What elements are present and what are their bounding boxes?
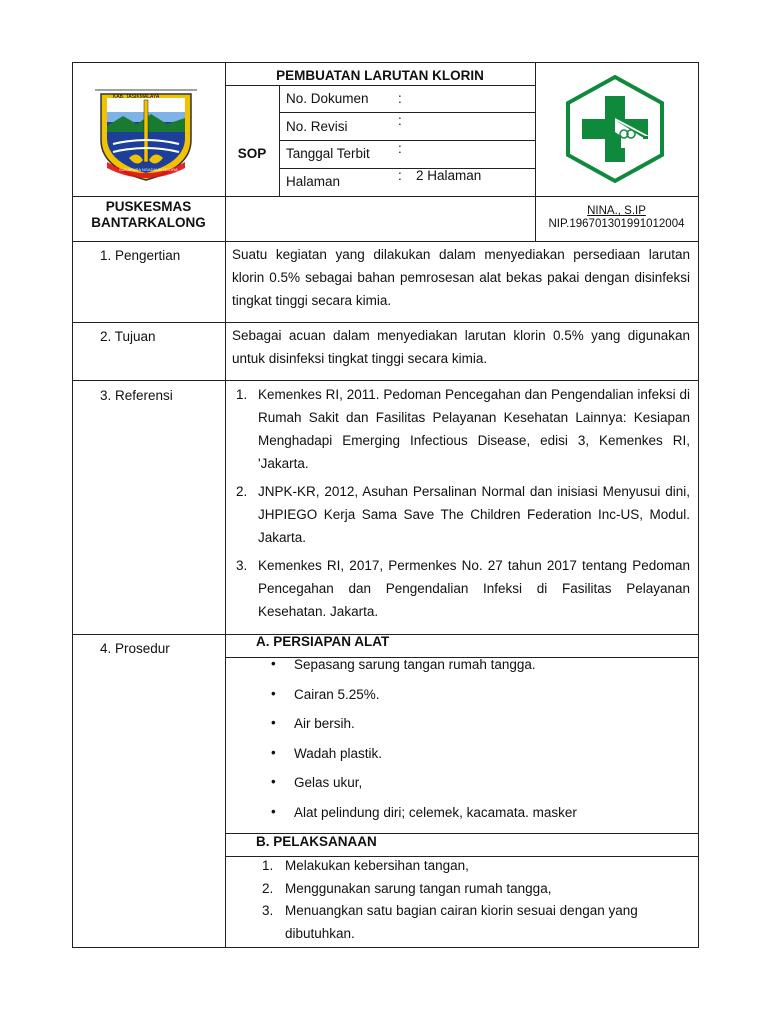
label-tujuan: 2. Tujuan [100, 329, 156, 344]
ref-text-2: JNPK-KR, 2012, Asuhan Persalinan Normal dan inisiasi Menyusui dini, JHPIEGO Kerja Sama Save The Children Federation Inc-US, Modul. Jakarta. [258, 484, 690, 545]
field-label-dokumen: No. Dokumen [286, 91, 369, 106]
field-line-1 [279, 112, 535, 113]
border-right [698, 62, 699, 948]
document-title: PEMBUATAN LARUTAN KLORIN [276, 68, 484, 83]
sub-b-line [225, 856, 699, 857]
ref-text-1: Kemenkes RI, 2011. Pedoman Pencegahan dan Pengendalian infeksi di Rumah Sakit dan Fasilitas Pelayanan Kesehatan Lainnya: Kesiapan Menghadapi Emerging Infectious Disease, edisi 3, Kemenkes RI, 'Jakarta. [258, 387, 690, 471]
field-value-halaman: 2 Halaman [416, 168, 482, 183]
step-num-2: 2. [262, 881, 274, 896]
ref-num-1: 1. [236, 387, 248, 402]
ref-num-3: 3. [236, 558, 248, 573]
step-text-2: Menggunakan sarung tangan rumah tangga, [285, 881, 552, 896]
signer-name: NINA., S.IP [587, 205, 646, 217]
field-line-2 [279, 140, 535, 141]
alat-item-3: Air bersih. [294, 716, 355, 731]
bullet-icon: • [271, 715, 276, 730]
subheading-pelaksanaan: B. PELAKSANAAN [256, 834, 377, 849]
border-bottom [72, 947, 699, 948]
label-prosedur: 4. Prosedur [100, 641, 170, 656]
sep-1 [72, 322, 699, 323]
logo-caption: KAB. TASIKMALAYA [113, 94, 160, 100]
alat-item-2: Cairan 5.25%. [294, 687, 380, 702]
header-bottom [72, 196, 699, 197]
field-sep-revisi: : [398, 113, 402, 128]
title-bottom [225, 85, 535, 86]
sep-2 [72, 380, 699, 381]
bullet-icon: • [271, 686, 276, 701]
step-text-3: Menuangkan satu bagian cairan kiorin sesuai dengan yang [285, 903, 638, 918]
alat-item-4: Wadah plastik. [294, 746, 383, 761]
field-sep-halaman: : [398, 168, 402, 183]
ref-text-3: Kemenkes RI, 2017, Permenkes No. 27 tahun 2017 tentang Pedoman Pencegahan dan Pengendalian Infeksi di Fasilitas Pelayanan Kesehatan. Jakarta. [258, 558, 690, 619]
field-sep-dokumen: : [398, 91, 402, 106]
field-label-halaman: Halaman [286, 174, 341, 189]
org-name-line2: BANTARKALONG [91, 215, 206, 230]
field-label-revisi: No. Revisi [286, 119, 348, 134]
puskesmas-cross-icon [563, 74, 667, 184]
subheading-persiapan-alat: A. PERSIAPAN ALAT [256, 634, 390, 649]
step-text-1: Melakukan kebersihan tangan, [285, 858, 469, 873]
org-name-line1: PUSKESMAS [105, 199, 192, 214]
step-num-1: 1. [262, 858, 274, 873]
pengertian-text: Suatu kegiatan yang dilakukan dalam menyediakan persediaan larutan klorin 0.5% sebagai bahan pemrosesan alat bekas pakai dengan disinfeksi tingkat tinggi secara kimia. [232, 247, 690, 308]
bullet-icon: • [271, 745, 276, 760]
field-sep-tanggal: : [398, 141, 402, 156]
col-divider [225, 62, 226, 948]
signer-nip: NIP.196701301991012004 [548, 218, 685, 230]
step-num-3: 3. [262, 903, 274, 918]
label-pengertian: 1. Pengertian [100, 248, 181, 263]
tujuan-text: Sebagai acuan dalam menyediakan larutan klorin 0.5% yang digunakan untuk disinfeksi tingkat tinggi secara kimia. [232, 328, 690, 366]
sop-label: SOP [237, 146, 267, 161]
bullet-icon: • [271, 656, 276, 671]
field-label-tanggal: Tanggal Terbit [286, 146, 370, 161]
alat-item-1: Sepasang sarung tangan rumah tangga. [294, 657, 536, 672]
field-line-3 [279, 168, 535, 169]
tasikmalaya-logo [93, 88, 199, 182]
step-text-3-cont: dibutuhkan. [285, 926, 355, 941]
border-top [72, 62, 699, 63]
bullet-icon: • [271, 774, 276, 789]
logo-motto: SUKAPURA NGADAUN NGORA [119, 167, 178, 172]
label-referensi: 3. Referensi [100, 388, 173, 403]
alat-item-6: Alat pelindung diri; celemek, kacamata. masker [294, 805, 577, 820]
ref-num-2: 2. [236, 484, 248, 499]
org-row-bottom [72, 241, 699, 242]
puskesmas-logo [563, 74, 667, 184]
alat-item-5: Gelas ukur, [294, 775, 363, 790]
border-left [72, 62, 73, 948]
bullet-icon: • [271, 804, 276, 819]
